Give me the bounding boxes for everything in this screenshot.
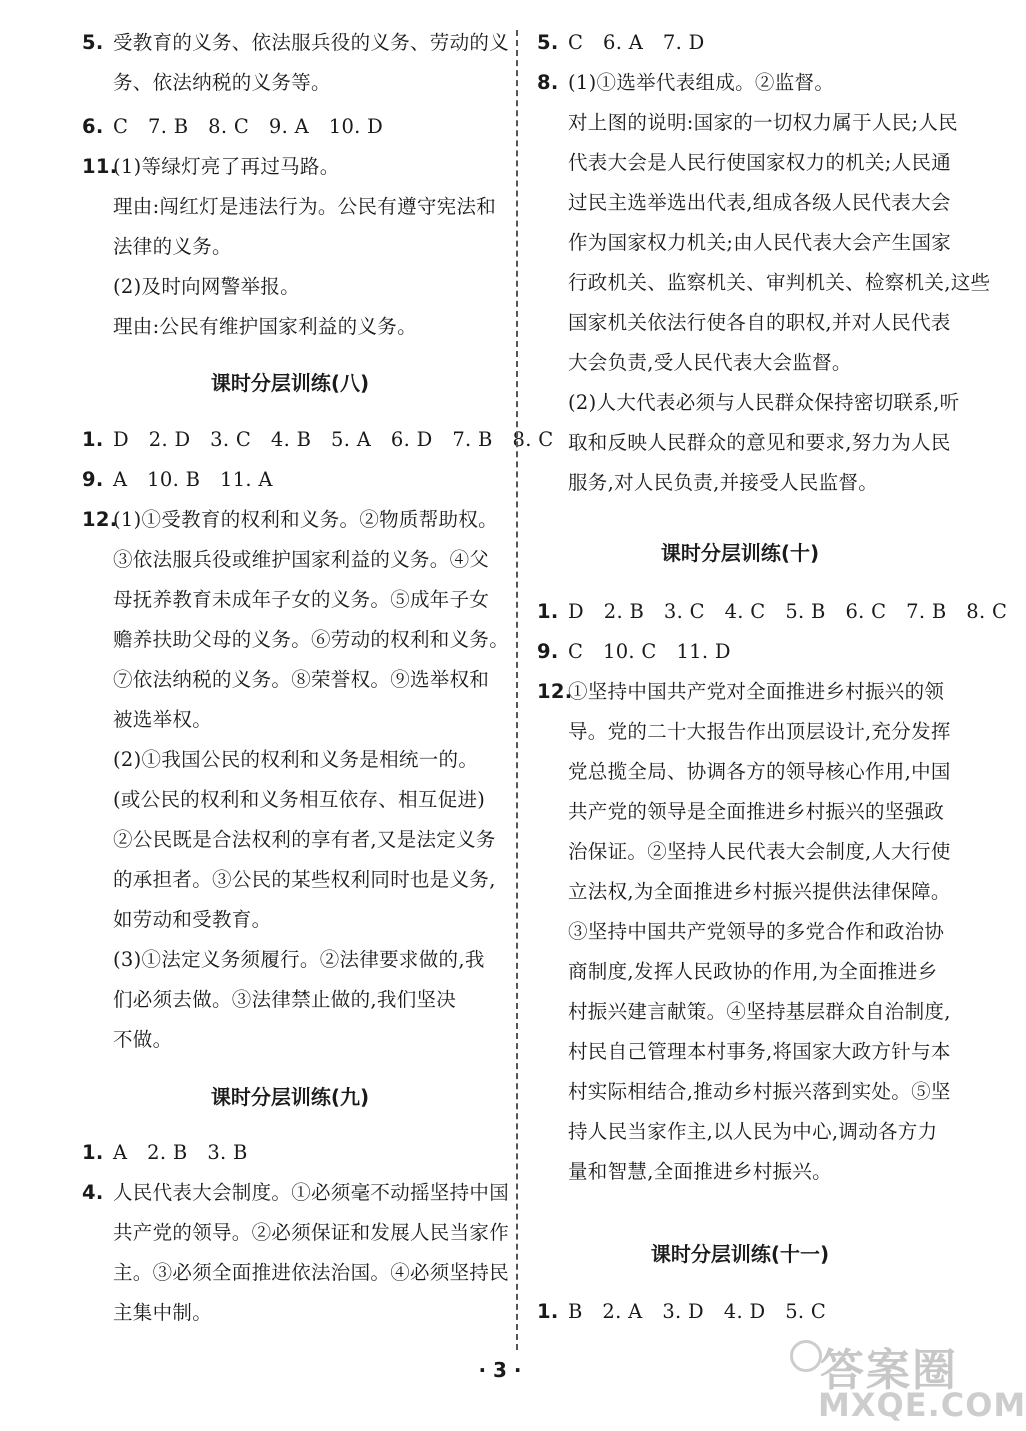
question-number-wrap xyxy=(82,30,104,56)
column-divider xyxy=(516,30,518,1350)
question-number: 4. xyxy=(82,1181,104,1204)
answer-line: 大会负责,受人民代表大会监督。 xyxy=(568,351,852,374)
answer-line: 村民自己管理本村事务,将国家大政方针与本 xyxy=(568,1040,951,1063)
section-heading: 课时分层训练(十一) xyxy=(650,1242,830,1266)
question-number-wrap xyxy=(537,1299,559,1325)
answer-line: ②公民既是合法权利的享有者,又是法定义务 xyxy=(113,828,496,851)
answer-line: ③依法服兵役或维护国家利益的义务。④父 xyxy=(113,548,490,571)
watermark-logo xyxy=(790,1330,1026,1426)
section-heading: 课时分层训练(九) xyxy=(210,1085,370,1109)
answer-line: 村实际相结合,推动乡村振兴落到实处。⑤坚 xyxy=(568,1080,951,1103)
answer-line: 主。③必须全面推进依法治国。④必须坚持民 xyxy=(113,1261,510,1284)
question-number-wrap xyxy=(82,1140,104,1166)
question-number-wrap xyxy=(537,599,559,625)
answer-line: D 2. B 3. C 4. C 5. B 6. C 7. B 8. C xyxy=(568,600,1008,623)
answer-line: B 2. A 3. D 4. D 5. C xyxy=(568,1300,827,1323)
question-number: 5. xyxy=(82,31,104,54)
question-number: 11. xyxy=(82,155,118,178)
question-number-wrap xyxy=(537,30,559,56)
question-number: 12. xyxy=(82,508,118,531)
answer-line: (或公民的权利和义务相互依存、相互促进) xyxy=(113,788,486,811)
question-number: 12. xyxy=(537,680,573,703)
answer-line: 取和反映人民群众的意见和要求,努力为人民 xyxy=(568,431,951,454)
section-heading: 课时分层训练(八) xyxy=(210,371,370,395)
answer-line: ⑦依法纳税的义务。⑧荣誉权。⑨选举权和 xyxy=(113,668,490,691)
answer-line: ①坚持中国共产党对全面推进乡村振兴的领 xyxy=(568,680,945,703)
answer-line: 代表大会是人民行使国家权力的机关;人民通 xyxy=(568,151,952,174)
answer-line: 如劳动和受教育。 xyxy=(113,908,272,931)
answer-line: 治保证。②坚持人民代表大会制度,人大行使 xyxy=(568,840,951,863)
question-number: 1. xyxy=(82,428,104,451)
answer-line: (1)等绿灯亮了再过马路。 xyxy=(113,155,340,178)
answer-line: 量和智慧,全面推进乡村振兴。 xyxy=(568,1160,832,1183)
question-number-wrap xyxy=(82,467,104,493)
answer-line: C 7. B 8. C 9. A 10. D xyxy=(113,115,384,138)
answer-line: 赡养扶助父母的义务。⑥劳动的权利和义务。 xyxy=(113,628,510,651)
answer-line: 持人民当家作主,以人民为中心,调动各方力 xyxy=(568,1120,938,1143)
question-number: 6. xyxy=(82,115,104,138)
answer-line: 法律的义务。 xyxy=(113,235,232,258)
answer-line: C 6. A 7. D xyxy=(568,31,705,54)
watermark-badge-icon xyxy=(790,1340,822,1372)
question-number-wrap xyxy=(82,427,104,453)
answer-line: A 10. B 11. A xyxy=(113,468,273,491)
answer-line: (2)人大代表必须与人民群众保持密切联系,听 xyxy=(568,391,960,414)
answer-line: (1)①选举代表组成。②监督。 xyxy=(568,71,835,94)
answer-line: 共产党的领导。②必须保证和发展人民当家作 xyxy=(113,1221,510,1244)
answer-line: 服务,对人民负责,并接受人民监督。 xyxy=(568,471,878,494)
answer-line: (2)及时向网警举报。 xyxy=(113,275,300,298)
answer-line: 们必须去做。③法律禁止做的,我们坚决 xyxy=(113,988,457,1011)
question-number: 1. xyxy=(82,1141,104,1164)
answer-line: 对上图的说明:国家的一切权力属于人民;人民 xyxy=(568,111,958,134)
question-number-wrap xyxy=(82,1180,104,1206)
answer-line: 过民主选举选出代表,组成各级人民代表大会 xyxy=(568,191,951,214)
answer-line: 受教育的义务、依法服兵役的义务、劳动的义 xyxy=(113,31,510,54)
watermark-url: MXQE.COM xyxy=(818,1386,1026,1424)
answer-line: 人民代表大会制度。①必须毫不动摇坚持中国 xyxy=(113,1181,510,1204)
answer-line: 行政机关、监察机关、审判机关、检察机关,这些 xyxy=(568,271,991,294)
answer-line: 主集中制。 xyxy=(113,1301,213,1324)
answer-line: 务、依法纳税的义务等。 xyxy=(113,71,331,94)
answer-line: C 10. C 11. D xyxy=(568,640,731,663)
answer-line: 立法权,为全面推进乡村振兴提供法律保障。 xyxy=(568,880,951,903)
answer-line: 不做。 xyxy=(113,1028,173,1051)
answer-line: (1)①受教育的权利和义务。②物质帮助权。 xyxy=(113,508,498,531)
answer-line: D 2. D 3. C 4. B 5. A 6. D 7. B 8. C xyxy=(113,428,554,451)
question-number: 9. xyxy=(82,468,104,491)
answer-line: 的承担者。③公民的某些权利同时也是义务, xyxy=(113,868,496,891)
answer-line: 党总揽全局、协调各方的领导核心作用,中国 xyxy=(568,760,951,783)
answer-line: 商制度,发挥人民政协的作用,为全面推进乡 xyxy=(568,960,938,983)
question-number-wrap xyxy=(82,114,104,140)
page-number: · 3 · xyxy=(478,1358,522,1382)
question-number: 5. xyxy=(537,31,559,54)
answer-line: 作为国家权力机关;由人民代表大会产生国家 xyxy=(568,231,952,254)
answer-line: A 2. B 3. B xyxy=(113,1141,248,1164)
answer-line: 被选举权。 xyxy=(113,708,213,731)
watermark-title: 答案圈 xyxy=(820,1345,958,1396)
answer-line: 共产党的领导是全面推进乡村振兴的坚强政 xyxy=(568,800,945,823)
answer-line: 导。党的二十大报告作出顶层设计,充分发挥 xyxy=(568,720,951,743)
answer-line: (2)①我国公民的权利和义务是相统一的。 xyxy=(113,748,479,771)
question-number-wrap xyxy=(537,639,559,665)
answer-line: 理由:公民有维护国家利益的义务。 xyxy=(113,315,417,338)
question-number: 9. xyxy=(537,640,559,663)
answer-line: 村振兴建言献策。④坚持基层群众自治制度, xyxy=(568,1000,951,1023)
section-heading: 课时分层训练(十) xyxy=(660,541,820,565)
question-number-wrap xyxy=(537,70,559,96)
answer-line: (3)①法定义务须履行。②法律要求做的,我 xyxy=(113,948,485,971)
question-number: 8. xyxy=(537,71,559,94)
answer-line: 国家机关依法行使各自的职权,并对人民代表 xyxy=(568,311,951,334)
question-number: 1. xyxy=(537,600,559,623)
answer-line: 母抚养教育未成年子女的义务。⑤成年子女 xyxy=(113,588,490,611)
answer-line: 理由:闯红灯是违法行为。公民有遵守宪法和 xyxy=(113,195,497,218)
answer-line: ③坚持中国共产党领导的多党合作和政治协 xyxy=(568,920,945,943)
question-number: 1. xyxy=(537,1300,559,1323)
